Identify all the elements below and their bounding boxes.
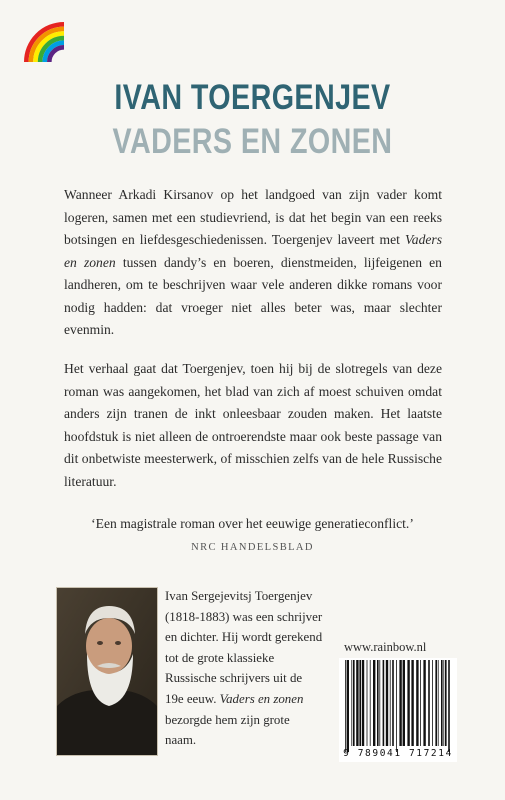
barcode-bar <box>435 660 437 746</box>
barcode-bar <box>423 660 425 746</box>
barcode-bar <box>379 660 380 746</box>
barcode-bar <box>448 660 450 752</box>
bio-text: Ivan Sergejevitsj Toergenjev (1818-1883) was een schrijver en dichter. Hij wordt gerekend tot de grote klassieke Russische schrijvers uit de 19e eeuw. <box>165 589 323 706</box>
blurb-paragraph-1 <box>64 184 442 342</box>
barcode-bar <box>445 660 447 746</box>
author-name: IVAN TOERGENJEV <box>114 78 391 117</box>
barcode-bar <box>390 660 391 746</box>
publisher-url: www.rainbow.nl <box>344 640 427 654</box>
barcode-bar <box>383 660 385 746</box>
barcode-bar <box>428 660 430 746</box>
barcode-bar <box>411 660 413 746</box>
author-bio <box>165 586 323 751</box>
blurb-text: Het verhaal gaat dat Toergenjev, toen hij bij de slotregels van deze roman was aangekomen, het blad van zich af moest schuiven omdat anders zijn tranen de inkt onleesbaar zouden maken. Het laatste hoofdstuk is niet alleen de ontroerendste maar ook beste passage van dit onbetwiste meesterwerk, of misschien zelfs van de hele Russische literatuur. <box>64 361 442 489</box>
bio-text: bezorgde hem zijn grote naam. <box>165 712 290 748</box>
barcode-bar <box>377 660 379 746</box>
barcode-bar <box>386 660 388 746</box>
barcode-bar <box>438 660 439 746</box>
rainbow-logo-icon <box>20 18 64 62</box>
barcode-bar <box>443 660 444 746</box>
barcode-bar <box>351 660 352 746</box>
barcode-bar <box>353 660 355 746</box>
barcode-bar <box>399 660 401 746</box>
blurb-text: Wanneer Arkadi Kirsanov op het landgoed van zijn vader komt logeren, samen met een studievriend, is dat het begin van een reeks botsingen en liefdesgeschiedenissen. Toergenjev laveert met <box>64 187 442 247</box>
blurb-paragraph-2 <box>64 358 442 493</box>
blurb-title-italic: Vaders en zonen <box>64 232 442 270</box>
barcode-bar <box>420 660 421 746</box>
barcode-bar <box>347 660 349 752</box>
barcode-bar <box>396 660 397 752</box>
barcode-bar <box>441 660 443 746</box>
barcode-bar <box>356 660 358 746</box>
barcode-bar <box>403 660 405 746</box>
book-title: VADERS EN ZONEN <box>112 122 393 161</box>
bio-title-italic: Vaders en zonen <box>219 691 304 706</box>
barcode-bar <box>416 660 418 746</box>
author-portrait-icon <box>56 587 158 756</box>
barcode-bar <box>345 660 346 752</box>
blurb-text: tussen dandy’s en boeren, dienstmeiden, lijfeigenen en landheren, om te beschrijven waar vele anderen dikke romans voor nodig hadden: dat vroeger niet alles beter was, maar slechter evenmin. <box>64 254 442 337</box>
barcode-bar <box>373 660 375 746</box>
barcode-bar <box>407 660 409 746</box>
barcode-digits: 9 789041 717214 <box>343 748 453 759</box>
barcode-icon <box>339 658 457 762</box>
barcode-bar <box>370 660 371 746</box>
barcode-bar <box>367 660 368 746</box>
review-source: NRC HANDELSBLAD <box>191 542 314 553</box>
barcode-bar <box>362 660 364 746</box>
review-quote: ‘Een magistrale roman over het eeuwige generatieconflict.’ <box>91 516 414 531</box>
barcode-bar <box>359 660 361 746</box>
rainbow-arcs <box>26 24 64 62</box>
barcode-bar <box>392 660 394 746</box>
barcode-bar <box>432 660 433 746</box>
